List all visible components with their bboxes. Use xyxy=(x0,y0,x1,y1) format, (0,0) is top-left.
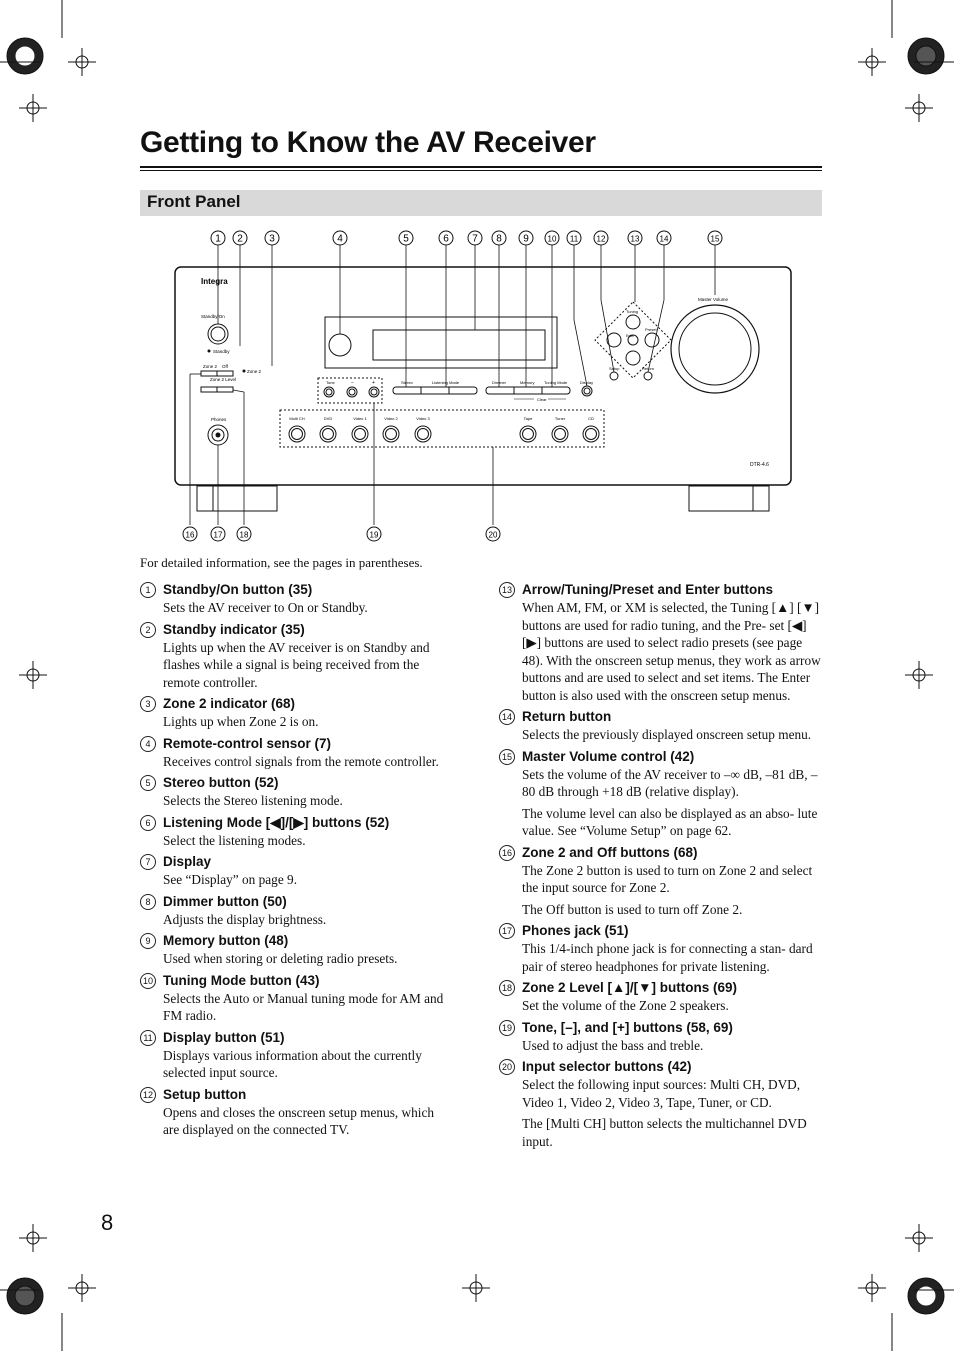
legend-number: 17 xyxy=(499,923,515,939)
callout-label: 12 xyxy=(596,234,606,244)
svg-text:Setup: Setup xyxy=(609,366,620,371)
legend-description: Sets the AV receiver to On or Standby. xyxy=(163,600,368,615)
svg-text:Return: Return xyxy=(642,366,655,371)
master-volume-knob xyxy=(671,305,759,393)
legend-item xyxy=(499,748,821,840)
legend-number: 10 xyxy=(140,973,156,989)
callout-label: 5 xyxy=(403,233,409,245)
legend-description: Sets the volume of the AV receiver to –∞ dB, –81 dB, –80 dB through +18 dB (relative display). xyxy=(522,766,818,799)
legend-item xyxy=(499,1058,821,1150)
legend-heading: Arrow/Tuning/Preset and Enter buttons xyxy=(522,582,774,597)
legend-item xyxy=(140,695,445,731)
input-label: Video 3 xyxy=(416,416,430,421)
brand-logo: Integra xyxy=(201,277,228,286)
legend-description: The [Multi CH] button selects the multichannel DVD input. xyxy=(522,1116,807,1149)
callout-label: 11 xyxy=(569,234,579,244)
legend-number: 15 xyxy=(499,749,515,765)
legend-description: Select the listening modes. xyxy=(163,832,306,848)
callout-label: 9 xyxy=(523,233,529,245)
legend-heading: Dimmer button (50) xyxy=(163,893,287,909)
legend-number: 19 xyxy=(499,1020,515,1036)
legend-number: 8 xyxy=(140,894,156,910)
legend-number: 5 xyxy=(140,775,156,791)
callout-label: 16 xyxy=(185,530,195,540)
legend-number: 3 xyxy=(140,696,156,712)
callout-label: 19 xyxy=(369,530,379,540)
legend-description: Displays various information about the currently selected input source. xyxy=(163,1047,422,1080)
legend-number: 20 xyxy=(499,1059,515,1075)
callout-label: 3 xyxy=(269,233,275,245)
legend-heading: Master Volume control (42) xyxy=(522,748,695,764)
callout-label: 1 xyxy=(215,233,221,245)
legend-number: 14 xyxy=(499,709,515,725)
svg-text:Preset: Preset xyxy=(645,327,657,332)
legend-number: 18 xyxy=(499,980,515,996)
remote-sensor xyxy=(329,334,351,356)
svg-text:+: + xyxy=(372,380,375,386)
legend-heading: Stereo button (52) xyxy=(163,775,279,790)
legend-item xyxy=(499,581,821,704)
legend-description: The Zone 2 button is used to turn on Zone 2 and select the input source for Zone 2. xyxy=(522,862,813,895)
svg-text:Clear: Clear xyxy=(537,397,547,402)
section-title: Front Panel xyxy=(147,192,241,211)
input-label: DVD xyxy=(323,416,333,421)
legend-heading: Tuning Mode button (43) xyxy=(163,972,320,988)
legend-heading: Standby/On button (35) xyxy=(163,582,313,597)
svg-text:Tuning: Tuning xyxy=(626,309,639,314)
legend-description: Opens and closes the onscreen setup menus, which are displayed on the connected TV. xyxy=(163,1104,435,1137)
legend-item xyxy=(140,972,445,1025)
legend-heading: Setup button xyxy=(163,1086,247,1102)
callout-label: 18 xyxy=(239,530,249,540)
svg-text:Listening Mode: Listening Mode xyxy=(432,380,460,385)
legend-number: 7 xyxy=(140,854,156,870)
legend-description: The Off button is used to turn off Zone 2. xyxy=(522,901,743,917)
legend-item xyxy=(140,1029,445,1082)
svg-text:Master Volume: Master Volume xyxy=(698,297,729,302)
svg-text:Stereo: Stereo xyxy=(401,380,413,385)
legend-item xyxy=(140,774,445,810)
legend-number: 1 xyxy=(140,582,156,598)
svg-text:Phones: Phones xyxy=(211,417,227,422)
svg-text:Zone 2: Zone 2 xyxy=(247,369,262,374)
callout-label: 6 xyxy=(443,233,449,245)
input-label: Tape xyxy=(523,416,533,421)
legend-description: Lights up when the AV receiver is on Standby and flashes while a signal is being received from the remote controller. xyxy=(163,639,430,690)
legend-item xyxy=(140,581,445,617)
svg-text:Memory: Memory xyxy=(520,380,535,385)
callout-label: 2 xyxy=(237,233,243,245)
legend-heading: Phones jack (51) xyxy=(522,923,629,938)
legend-description: Selects the previously displayed onscreen setup menu. xyxy=(522,727,812,742)
legend-heading: Return button xyxy=(522,709,612,724)
legend-heading: Zone 2 and Off buttons (68) xyxy=(522,844,698,860)
legend-number: 12 xyxy=(140,1087,156,1103)
input-label: Video 2 xyxy=(384,416,398,421)
callout-label: 4 xyxy=(337,233,343,245)
legend-heading: Zone 2 Level [▲]/[▼] buttons (69) xyxy=(522,980,737,995)
legend-item xyxy=(499,922,821,975)
legend-heading: Input selector buttons (42) xyxy=(522,1059,692,1074)
svg-text:Dimmer: Dimmer xyxy=(492,380,506,385)
svg-text:Standby/On: Standby/On xyxy=(201,314,225,319)
page-number: 8 xyxy=(101,1210,114,1235)
legend-item xyxy=(499,1019,821,1055)
legend-number: 16 xyxy=(499,845,515,861)
legend-description: Set the volume of the Zone 2 speakers. xyxy=(522,998,729,1013)
callout-label: 14 xyxy=(659,234,669,244)
legend-heading: Tone, [–], and [+] buttons (58, 69) xyxy=(522,1019,733,1035)
svg-text:Tuning Mode: Tuning Mode xyxy=(544,380,568,385)
page-title: Getting to Know the AV Receiver xyxy=(140,126,596,159)
legend-heading: Memory button (48) xyxy=(163,933,289,948)
input-label: Tuner xyxy=(554,416,566,421)
callout-label: 15 xyxy=(710,234,720,244)
legend-item xyxy=(140,893,445,929)
svg-text:Zone 2 Level: Zone 2 Level xyxy=(210,377,237,382)
svg-text:Standby: Standby xyxy=(213,349,230,354)
legend-description: The volume level can also be displayed as an abso- lute value. See “Volume Setup” on page 62. xyxy=(522,805,818,838)
legend-item xyxy=(140,621,445,692)
svg-text:Enter: Enter xyxy=(626,334,635,338)
legend-description: Select the following input sources: Multi CH, DVD, Video 1, Video 2, Video 3, Tape, Tuner, or CD. xyxy=(522,1077,801,1110)
legend-item xyxy=(499,844,821,919)
callout-label: 17 xyxy=(213,530,223,540)
svg-text:−: − xyxy=(351,380,354,386)
legend-description: This 1/4-inch phone jack is for connecting a stan- dard pair of stereo headphones for private listening. xyxy=(522,941,813,974)
legend-heading: Listening Mode [◀]/[▶] buttons (52) xyxy=(163,814,390,830)
legend-heading: Display xyxy=(163,854,212,869)
legend-description: Used when storing or deleting radio presets. xyxy=(163,951,398,966)
legend-item xyxy=(140,853,445,889)
input-label: Video 1 xyxy=(353,416,367,421)
callout-label: 10 xyxy=(547,234,557,244)
input-label: CD xyxy=(588,416,594,421)
legend-item xyxy=(140,932,445,968)
legend-description: See “Display” on page 9. xyxy=(163,872,298,887)
legend-description: Used to adjust the bass and treble. xyxy=(522,1037,704,1053)
legend-description: When AM, FM, or XM is selected, the Tuning [▲] [▼] buttons are used for radio tuning, and the Pre- set [◀] [▶] buttons are used to select radio presets (see page 48). With the onscreen setup menus, they work as arrow buttons and are used to select and set items. The Enter button is also used with the onscreen setup menus. xyxy=(522,600,821,703)
legend-item xyxy=(140,814,445,850)
legend-item xyxy=(140,1086,445,1139)
legend-heading: Display button (51) xyxy=(163,1029,285,1045)
legend-item xyxy=(140,735,445,771)
legend-heading: Standby indicator (35) xyxy=(163,621,305,637)
legend-number: 9 xyxy=(140,933,156,949)
input-label: Multi CH xyxy=(289,416,305,421)
legend-left-column xyxy=(140,581,445,1143)
callout-label: 7 xyxy=(472,233,478,245)
legend-right-column xyxy=(499,581,821,1154)
svg-text:Display: Display xyxy=(580,380,594,385)
legend-number: 13 xyxy=(499,582,515,598)
legend-heading: Zone 2 indicator (68) xyxy=(163,696,296,711)
callout-label: 8 xyxy=(496,233,502,245)
svg-text:DTR-4.6: DTR-4.6 xyxy=(750,462,769,468)
callout-label: 20 xyxy=(488,530,498,540)
legend-description: Adjusts the display brightness. xyxy=(163,911,327,927)
legend-description: Lights up when Zone 2 is on. xyxy=(163,714,319,729)
callout-label: 13 xyxy=(630,234,640,244)
legend-number: 4 xyxy=(140,736,156,752)
legend-number: 2 xyxy=(140,622,156,638)
svg-text:Off: Off xyxy=(222,364,228,369)
svg-text:Tone: Tone xyxy=(326,380,335,385)
legend-item xyxy=(499,708,821,744)
svg-text:Zone 2: Zone 2 xyxy=(203,364,218,369)
legend-description: Selects the Stereo listening mode. xyxy=(163,793,343,808)
intro-text: For detailed information, see the pages in parentheses. xyxy=(140,555,423,570)
legend-description: Selects the Auto or Manual tuning mode for AM and FM radio. xyxy=(163,990,444,1023)
legend-number: 11 xyxy=(140,1030,156,1046)
legend-number: 6 xyxy=(140,815,156,831)
legend-heading: Remote-control sensor (7) xyxy=(163,735,332,751)
legend-item xyxy=(499,979,821,1015)
legend-description: Receives control signals from the remote controller. xyxy=(163,753,439,769)
